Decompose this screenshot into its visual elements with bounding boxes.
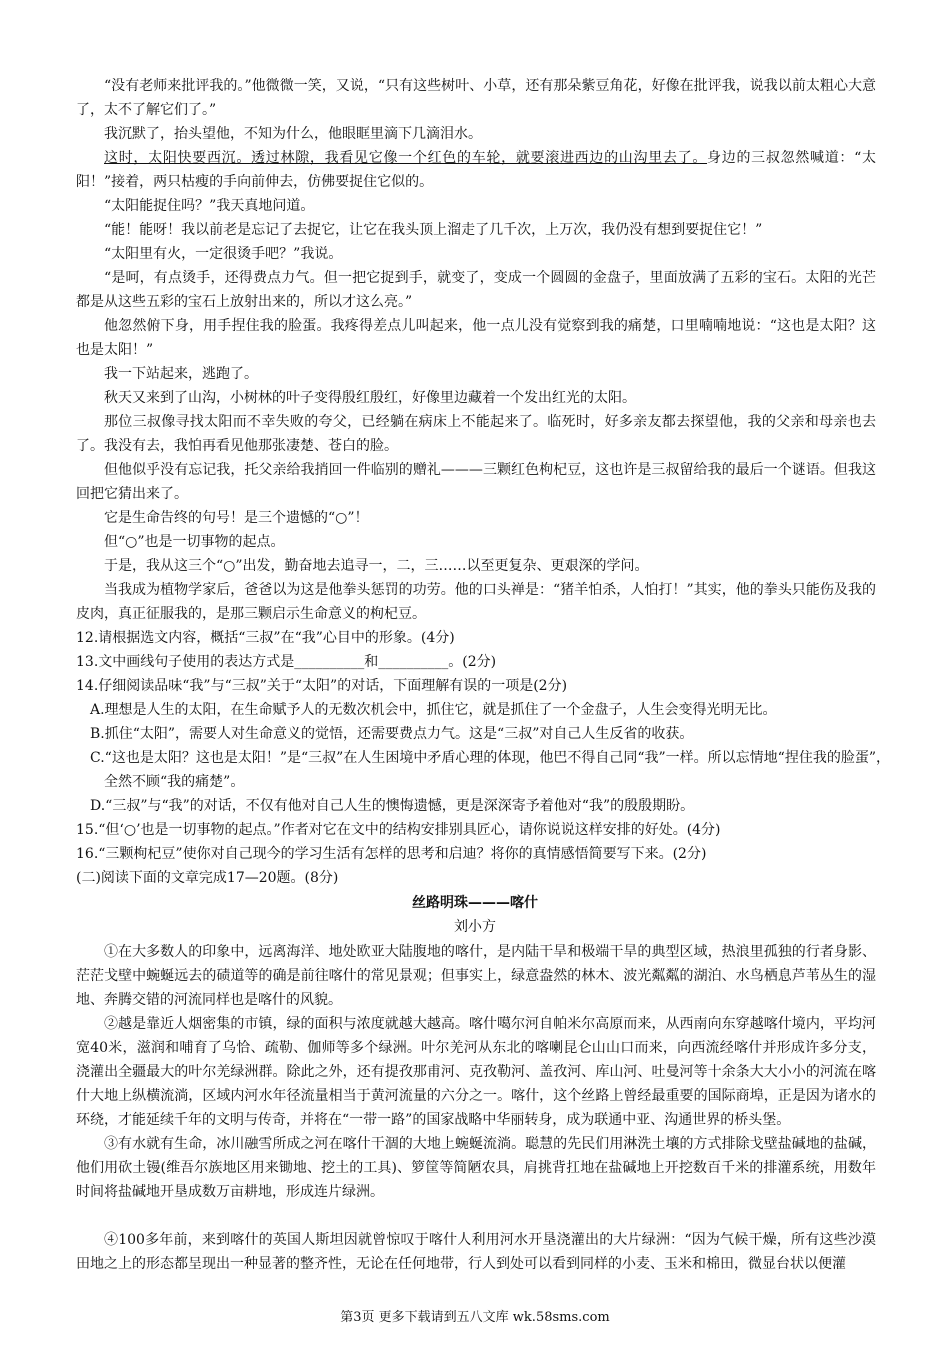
option-d: D.“三叔”与“我”的对话，不仅有他对自己人生的懊悔遗憾，更是深深寄予着他对“我”的殷殷期盼。 [90,798,695,814]
paragraph: 当我成为植物学家后，爸爸以为这是他拳头惩罚的功劳。他的口头禅是：“猪羊怕杀，人怕打！”其实，他的拳头只能伤及我的皮肉，真正征服我的，是那三颗启示生命意义的枸杞豆。 [76,582,876,622]
paragraph: 但他似乎没有忘记我，托父亲给我捎回一件临别的赠礼———三颗红色枸杞豆，这也许是三叔留给我的最后一个谜语。但我这回把它猜出来了。 [76,462,876,502]
paragraph: ④100多年前，来到喀什的英国人斯坦因就曾惊叹于喀什人利用河水开垦浇灌出的大片绿洲：“因为气候干燥，所有这些沙漠田地之上的形态都呈现出一种显著的整齐性，无论在任何地带，行人到处可以看到同样的小麦、玉米和棉田，微显台状以便灌 [76,1232,876,1272]
underlined-sentence: 这时，太阳快要西沉。透过林隙，我看见它像一个红色的车轮，就要滚进西边的山沟里去了。 [104,150,708,166]
paragraph: “太阳能捉住吗？”我天真地问道。 [104,198,315,214]
section-heading: (二)阅读下面的文章完成17—20题。(8分) [76,870,339,886]
question-13: 13.文中画线句子使用的表达方式是__________和__________。(2分) [76,654,497,670]
paragraph: 那位三叔像寻找太阳而不幸失败的夸父，已经躺在病床上不能起来了。临死时，好多亲友都去探望他，我的父亲和母亲也去了。我没有去，我怕再看见他那张凄楚、苍白的脸。 [76,414,876,454]
paragraph: 秋天又来到了山沟，小树林的叶子变得殷红殷红，好像里边藏着一个发出红光的太阳。 [104,390,636,406]
paragraph: 他忽然俯下身，用手捏住我的脸蛋。我疼得差点儿叫起来，他一点儿没有觉察到我的痛楚，口里喃喃地说：“这也是太阳？这也是太阳！” [76,318,876,358]
question-15: 15.“但‘○’也是一切事物的起点。”作者对它在文中的结构安排别具匠心，请你说说这样安排的好处。(4分) [76,822,721,838]
paragraph-rest: 身边的三叔忽然喊道：“太阳！”接着，两只枯瘦的手向前伸去，仿佛要捉住它似的。 [76,150,876,190]
paragraph: ②越是靠近人烟密集的市镇，绿的面积与浓度就越大越高。喀什噶尔河自帕米尔高原而来，从西南向东穿越喀什境内，平均河宽40米，滋润和哺育了乌恰、疏勒、伽师等多个绿洲。叶尔羌河从东北的喀喇昆仑山山口而来，向西流经喀什并形成许多分支，浇灌出全疆最大的叶尔羌绿洲群。除此之外，还有提孜那甫河、克孜勒河、盖孜河、库山河、吐曼河等十余条大大小小的河流在喀什大地上纵横流淌，区域内河水年径流量相当于黄河流量的六分之一。喀什，这个丝路上曾经最重要的国际商埠，正是因为诸水的环绕，才能延续千年的文明与传奇，并将在“一带一路”的国家战略中华丽转身，成为联通中亚、沟通世界的桥头堡。 [76,1016,876,1128]
paragraph: “没有老师来批评我的。”他微微一笑，又说，“只有这些树叶、小草，还有那朵紫豆角花，好像在批评我，说我以前太粗心大意了，太不了解它们了。” [76,78,876,118]
paragraph: “太阳里有火，一定很烫手吧？”我说。 [104,246,343,262]
article-title: 丝路明珠———喀什 [412,895,538,911]
question-14: 14.仔细阅读品味“我”与“三叔”关于“太阳”的对话，下面理解有误的一项是(2分) [76,678,568,694]
paragraph: ③有水就有生命，冰川融雪所成之河在喀什干涸的大地上蜿蜒流淌。聪慧的先民们用淋洗土壤的方式排除戈壁盐碱地的盐碱，他们用砍土镘(维吾尔族地区用来锄地、挖土的工具)、箩筐等简陋农具，肩挑背扛地在盐碱地上开挖数百千米的排灌系统，用数年时间将盐碱地开垦成数万亩耕地，形成连片绿洲。 [76,1136,876,1200]
paragraph: “能！能呀！我以前老是忘记了去捉它，让它在我头顶上溜走了几千次，上万次，我仍没有想到要捉住它！” [104,222,763,238]
paragraph: “是呵，有点烫手，还得费点力气。但一把它捉到手，就变了，变成一个圆圆的金盘子，里面放满了五彩的宝石。太阳的光芒都是从这些五彩的宝石上放射出来的，所以才这么亮。” [76,270,876,310]
question-16: 16.“三颗枸杞豆”使你对自己现今的学习生活有怎样的思考和启迪？将你的真情感悟简要写下来。(2分) [76,846,707,862]
option-b: B.抓住“太阳”，需要人对生命意义的觉悟，还需要费点力气。这是“三叔”对自己人生反省的收获。 [90,726,694,742]
option-a: A.理想是人生的太阳，在生命赋予人的无数次机会中，抓住它，就是抓住了一个金盘子，人生会变得光明无比。 [90,702,777,718]
article-author: 刘小方 [454,919,496,935]
paragraph: 但“○”也是一切事物的起点。 [104,534,285,550]
paragraph: 于是，我从这三个“○”出发，勤奋地去追寻一，二，三……以至更复杂、更艰深的学问。 [104,558,649,574]
question-12: 12.请根据选文内容，概括“三叔”在“我”心目中的形象。(4分) [76,630,455,646]
paragraph [76,146,876,194]
option-c: C.“这也是太阳？这也是太阳！”是“三叔”在人生困境中矛盾心理的体现，他巴不得自己同“我”一样。所以忘情地“捏住我的脸蛋”，全然不顾“我的痛楚”。 [90,750,890,790]
page-footer: 第3页 更多下载请到五八文库 wk.58sms.com [340,1310,610,1325]
paragraph: 我一下站起来，逃跑了。 [104,366,258,382]
paragraph: 它是生命告终的句号！是三个遗憾的“○”！ [104,510,369,526]
paragraph: 我沉默了，抬头望他，不知为什么，他眼眶里滴下几滴泪水。 [104,126,482,142]
paragraph: ①在大多数人的印象中，远离海洋、地处欧亚大陆腹地的喀什，是内陆干旱和极端干旱的典型区域，热浪里孤独的行者身影、茫茫戈壁中蜿蜒远去的碛道等的确是前往喀什的常见景观；但事实上，绿意盎然的林木、波光粼粼的湖泊、水鸟栖息芦苇丛生的湿地、奔腾交错的河流同样也是喀什的风貌。 [76,944,876,1008]
